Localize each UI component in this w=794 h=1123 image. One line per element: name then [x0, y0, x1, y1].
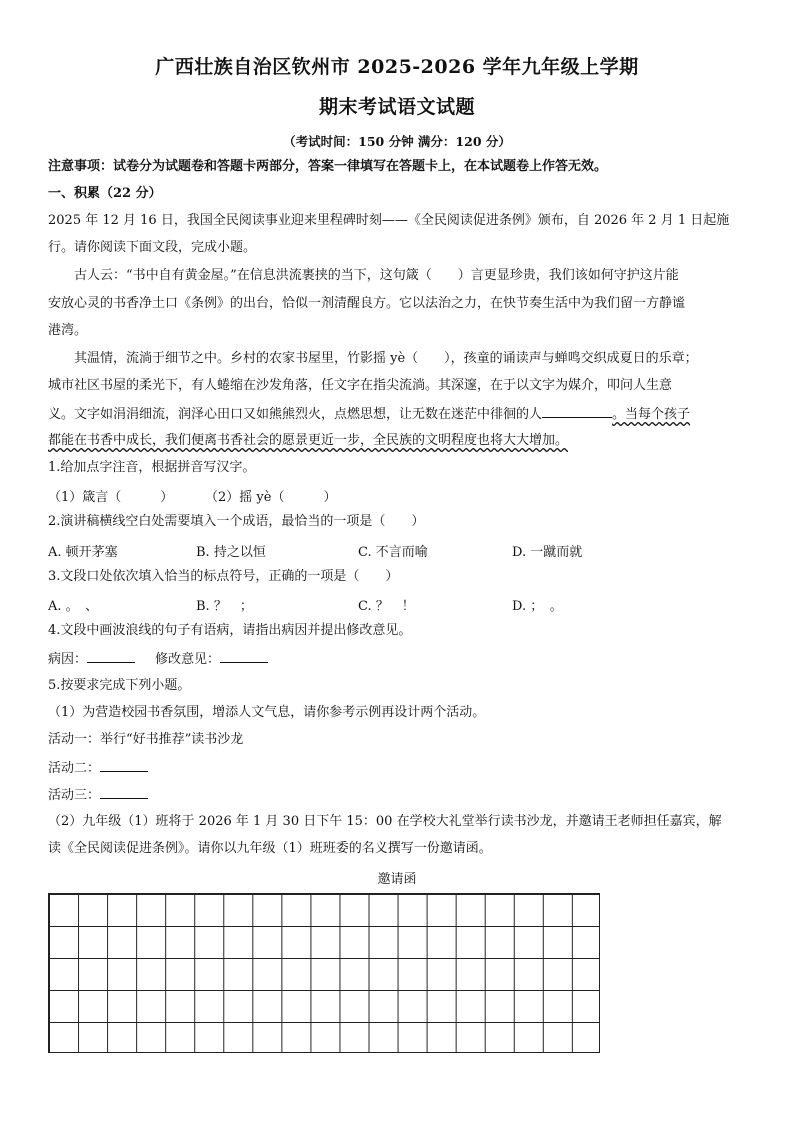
intro-line1: 2025 年 12 月 16 日，我国全民阅读事业迎来里程碑时刻——《全民阅读促进条例》颁布，自 2026 年 2 月 1 日起施 [48, 213, 730, 228]
q5-sub1: （1）为营造校园书香氛围，增添人文气息，请你参考示例再设计两个活动。 [48, 705, 486, 720]
passage-p2-line3-text: 义。文字如涓涓细流，润泽心田口又如熊熊烈火，点燃思想，让无数在迷茫中徘徊的人 [48, 407, 543, 422]
q4-fix-label: 修改意见： [155, 652, 221, 667]
q5-stem: 5.按要求完成下列小题。 [48, 678, 191, 693]
q1-stem: 1.给加点字注音，根据拼音写汉字。 [48, 460, 256, 475]
activity-1: 活动一：举行“好书推荐”读书沙龙 [48, 732, 244, 747]
activity-3-label: 活动三： [48, 788, 101, 803]
q4-cause-blank [87, 650, 135, 663]
passage-p1-line2: 安放心灵的书香净土口《条例》的出台，恰似一剂清醒良方。它以法治之力，在快节奏生活中为我们留一方静谧 [48, 296, 686, 311]
passage-p1-line1: 古人云：“书中自有黄金屋。”在信息洪流裹挟的当下，这句箴（ ）言更显珍贵，我们该如何守护这片能 [74, 268, 679, 283]
q3-stem: 3.文段口处依次填入恰当的标点符号，正确的一项是（ ） [48, 569, 399, 584]
intro-line2: 行。请你阅读下面文段，完成小题。 [48, 240, 257, 255]
activity-2-line [48, 759, 748, 778]
wavy-sentence-start: 。当每个孩子 [612, 407, 691, 422]
writing-grid[interactable] [48, 893, 600, 1053]
section1-heading: 一、积累（22 分） [48, 186, 162, 201]
activity-2-blank [100, 759, 148, 772]
q5-sub2-line2: 读《全民阅读促进条例》。请你以九年级（1）班班委的名义撰写一份邀请函。 [48, 841, 492, 856]
passage-p2-line3 [48, 405, 748, 424]
passage-p2-line4 [48, 432, 748, 450]
q2-stem: 2.演讲稿横线空白处需要填入一个成语，最恰当的一项是（ ） [48, 514, 425, 529]
q1-a: （1）箴言（ ） [48, 490, 174, 505]
q4-fix-blank [220, 650, 268, 663]
q2-option-a: A. 顿开茅塞 [48, 545, 118, 560]
q3-option-b: B. ？ ； [196, 599, 253, 614]
q4-stem: 4.文段中画波浪线的句子有语病，请指出病因并提出修改意见。 [48, 623, 412, 638]
q5-sub2-line1: （2）九年级（1）班将于 2026 年 1 月 30 日下午 15：00 在学校大礼堂举行读书沙龙，并邀请王老师担任嘉宾，解 [48, 814, 722, 829]
q3-option-c: C. ？ ！ [358, 599, 415, 614]
exam-info: （考试时间：150 分钟 满分：120 分） [283, 134, 511, 149]
passage-p2-line1: 其温情，流淌于细节之中。乡村的农家书屋里，竹影摇 yè（ ），孩童的诵读声与蝉鸣交织成夏日的乐章； [74, 351, 698, 366]
q1-b: （2）摇 yè（ ） [205, 490, 337, 505]
activity-3-line [48, 786, 748, 805]
letter-title: 邀请函 [377, 872, 417, 887]
q4-answer-line [48, 650, 748, 669]
q2-option-c: C. 不言而喻 [358, 545, 428, 560]
activity-2-label: 活动二： [48, 761, 101, 776]
q3-option-a: A. 。 、 [48, 599, 99, 614]
q2-option-b: B. 持之以恒 [196, 545, 266, 560]
exam-title-line2: 期末考试语文试题 [318, 96, 475, 118]
exam-title-line1: 广西壮族自治区钦州市 2025-2026 学年九年级上学期 [155, 56, 639, 78]
activity-3-blank [100, 786, 148, 799]
idiom-blank [542, 405, 612, 418]
wavy-sentence: 都能在书香中成长，我们便离书香社会的愿景更近一步，全民族的文明程度也将大大增加。 [48, 433, 569, 448]
q4-cause-label: 病因： [48, 652, 88, 667]
q2-option-d: D. 一蹴而就 [512, 545, 583, 560]
q3-option-d: D. ； 。 [512, 599, 563, 614]
notice: 注意事项：试卷分为试题卷和答题卡两部分，答案一律填写在答题卡上，在本试题卷上作答无效。 [48, 159, 608, 174]
passage-p1-line3: 港湾。 [48, 323, 88, 338]
passage-p2-line2: 城市社区书屋的柔光下，有人蜷缩在沙发角落，任文字在指尖流淌。其深邃，在于以文字为媒介，叩问人生意 [48, 378, 673, 393]
